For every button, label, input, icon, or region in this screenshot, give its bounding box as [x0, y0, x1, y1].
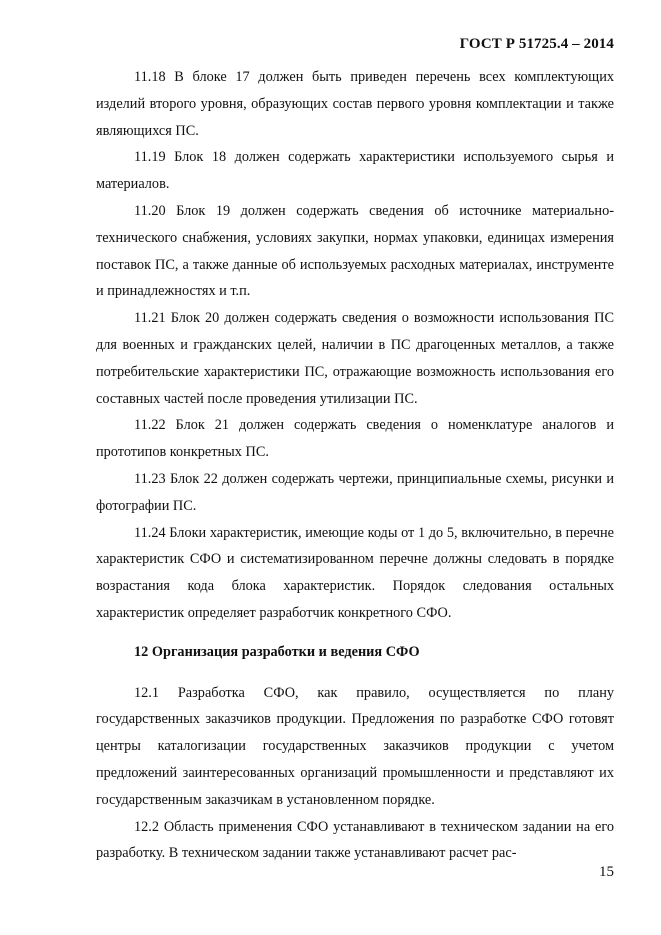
paragraph-12-1: 12.1 Разработка СФО, как правило, осуществляется по плану государственных заказчиков продукции. Предложения по разработке СФО готовят центры каталогизации государственных заказчиков продукции с учетом предложений заинтересованных организаций промышленности и представляют их государственным заказчикам в установленном порядке.	[96, 684, 614, 808]
paragraph-11-21: 11.21 Блок 20 должен содержать сведения о возможности использования ПС для военных и гражданских целей, наличии в ПС драгоценных металлов, а также потребительские характеристики ПС, отражающие возможность использования его составных частей после проведения утилизации ПС.	[96, 310, 614, 407]
paragraph-11-18: 11.18 В блоке 17 должен быть приведен перечень всех комплектующих изделий второго уровня, образующих состав первого уровня комплектации и также являющихся ПС.	[96, 69, 614, 139]
paragraph-11-23: 11.23 Блок 22 должен содержать чертежи, принципиальные схемы, рисунки и фотографии ПС.	[96, 470, 614, 514]
paragraph-12-2: 12.2 Область применения СФО устанавливают в техническом задании на его разработку. В техническом задании также устанавливают расчет рас-	[96, 818, 614, 862]
paragraph-11-19: 11.19 Блок 18 должен содержать характеристики используемого сырья и материалов.	[96, 149, 614, 193]
page-number: 15	[599, 864, 614, 880]
paragraph-11-22: 11.22 Блок 21 должен содержать сведения о номенклатуре аналогов и прототипов конкретных ПС.	[96, 417, 614, 461]
page-body	[96, 64, 614, 867]
paragraph-11-20: 11.20 Блок 19 должен содержать сведения об источнике материально-технического снабжения, условиях закупки, нормах упаковки, единицах измерения поставок ПС, а также данные об используемых расходных материалах, инструменте и принадлежностях и т.п.	[96, 202, 614, 300]
section-heading: 12 Организация разработки и ведения СФО	[134, 643, 420, 660]
paragraph-11-24: 11.24 Блоки характеристик, имеющие коды от 1 до 5, включительно, в перечне характеристик СФО и систематизированном перечне должны следовать в порядке возрастания кода блока характеристик. Порядок следования остальных характеристик определяет разработчик конкретного СФО.	[96, 524, 614, 621]
document-header: ГОСТ Р 51725.4 – 2014	[459, 36, 614, 52]
